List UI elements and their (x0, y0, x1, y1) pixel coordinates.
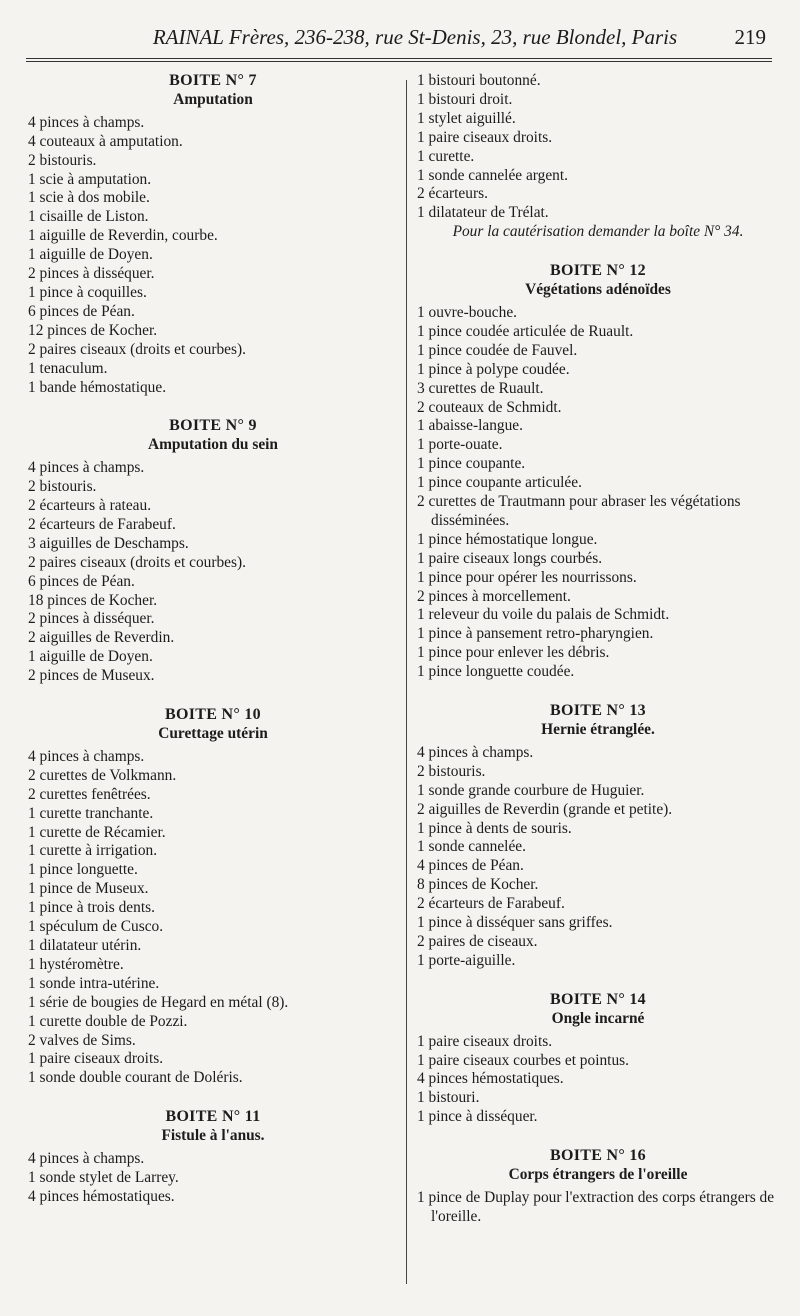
list-item: 2 valves de Sims. (28, 1031, 136, 1049)
list-item: 1 pince coupante articulée. (417, 474, 582, 492)
list-item: 8 pinces de Kocher. (417, 876, 539, 894)
list-item: 1 pince à disséquer sans griffes. (417, 914, 613, 932)
box-title: BOITE N° 7 (169, 72, 257, 89)
box-section (28, 397, 398, 686)
list-item: 4 pinces de Péan. (417, 857, 524, 875)
list-item: 1 cisaille de Liston. (28, 208, 149, 226)
list-item: 12 pinces de Kocher. (28, 321, 158, 339)
list-item: 1 bistouri droit. (417, 90, 513, 108)
box-section (417, 682, 779, 971)
right-sections (417, 242, 779, 1227)
box-section (28, 1088, 398, 1207)
box-subtitle: Amputation du sein (147, 436, 278, 454)
list-item: 1 curette de Récamier. (28, 823, 166, 841)
list-item: 1 pince à disséquer. (417, 1108, 538, 1126)
list-item: 1 scie à dos mobile. (28, 189, 150, 207)
box-subtitle: Corps étrangers de l'oreille (508, 1166, 688, 1184)
list-item: 1 sonde cannelée argent. (417, 166, 568, 184)
list-item: 1 releveur du voile du palais de Schmidt. (417, 606, 670, 624)
list-item: 1 pince coudée articulée de Ruault. (417, 322, 634, 340)
list-item: 2 pinces à morcellement. (417, 587, 571, 605)
continued-list (417, 72, 779, 223)
section-gap (28, 1088, 398, 1108)
list-item: 2 écarteurs. (417, 185, 488, 203)
box-subtitle: Hernie étranglée. (541, 721, 655, 738)
list-item: 2 curettes fenêtrées. (28, 785, 151, 803)
list-item: 1 pince longuette coudée. (417, 663, 575, 681)
left-column (28, 72, 398, 1207)
box-subtitle: Fistule à l'anus. (161, 1127, 265, 1145)
list-item: 2 paires ciseaux (droits et courbes). (28, 553, 246, 571)
list-item: 1 pince de Museux. (28, 880, 149, 898)
list-item: 1 curette tranchante. (28, 804, 154, 822)
list-item: 1 dilatateur utérin. (28, 936, 142, 954)
section-gap (417, 971, 779, 991)
page-header (24, 20, 776, 54)
list-item: 2 paires ciseaux (droits et courbes). (28, 340, 246, 358)
section-gap (417, 1127, 779, 1147)
box-subtitle: Ongle incarné (551, 1009, 645, 1027)
list-item: 1 pince de Duplay pour l'extraction des corps étrangers de l'oreille. (417, 1188, 775, 1225)
list-item: 1 pince longuette. (28, 861, 138, 879)
list-item: 2 paires de ciseaux. (417, 932, 538, 950)
list-item: 18 pinces de Kocher. (28, 591, 158, 609)
box-title: BOITE N° 16 (550, 1147, 646, 1165)
list-item: 1 bistouri. (417, 1089, 480, 1107)
list-item: 1 dilatateur de Trélat. (417, 204, 549, 222)
list-item: 6 pinces de Péan. (28, 572, 135, 590)
running-title: RAINAL Frères, 236-238, rue St-Denis, 23, rue Blondel, Paris (152, 25, 678, 49)
list-item: 1 tenaculum. (28, 359, 108, 377)
list-item: 4 pinces à champs. (28, 459, 145, 477)
section-gap (417, 242, 779, 262)
list-item: 2 curettes de Trautmann pour abraser les végétations disséminées. (417, 493, 741, 529)
list-item: 1 stylet aiguillé. (417, 109, 516, 127)
list-item: 1 sonde intra-utérine. (28, 974, 160, 992)
list-item: 1 sonde stylet de Larrey. (28, 1168, 179, 1186)
list-item: 1 pince coupante. (417, 455, 526, 473)
list-item: 2 pinces à disséquer. (28, 610, 155, 628)
list-item: 1 pince pour opérer les nourrissons. (417, 568, 637, 586)
list-item: 1 pince à polype coudée. (417, 360, 570, 378)
list-item: 1 bande hémostatique. (28, 378, 167, 396)
column-divider (406, 80, 407, 1284)
list-item: 3 aiguilles de Deschamps. (28, 534, 189, 552)
list-item: 1 pince hémostatique longue. (417, 530, 598, 548)
list-item: 1 pince à dents de souris. (417, 819, 572, 837)
list-item: 1 porte-ouate. (417, 436, 503, 454)
list-item: 1 scie à amputation. (28, 170, 152, 188)
list-item: 1 paire ciseaux droits. (28, 1050, 164, 1068)
box-subtitle: Végétations adénoïdes (525, 281, 671, 299)
list-item: 1 hystéromètre. (28, 955, 124, 973)
list-item: 1 série de bougies de Hegard en métal (8). (28, 993, 289, 1011)
list-item: 2 aiguilles de Reverdin (grande et petite). (417, 800, 673, 818)
section-gap (417, 682, 779, 702)
section-gap (28, 686, 398, 706)
box-title: BOITE N° 14 (550, 990, 646, 1008)
list-item: 1 paire ciseaux droits. (417, 1032, 553, 1050)
list-item: 2 écarteurs de Farabeuf. (28, 515, 176, 533)
list-item: 1 spéculum de Cusco. (28, 918, 164, 936)
list-item: 2 aiguilles de Reverdin. (28, 629, 175, 647)
list-item: 1 pince à trois dents. (28, 899, 155, 917)
box-subtitle: Curettage utérin (158, 725, 268, 742)
list-item: 1 paire ciseaux courbes et pointus. (417, 1051, 629, 1069)
header-rule (26, 58, 772, 62)
box-section (28, 686, 398, 1088)
cauterization-note: Pour la cautérisation demander la boîte N° 34. (452, 223, 744, 241)
list-item: 1 curette. (417, 147, 475, 165)
list-item: 1 curette double de Pozzi. (28, 1012, 188, 1030)
box-section (28, 72, 398, 397)
list-item: 2 pinces à disséquer. (28, 265, 155, 283)
list-item: 1 pince à pansement retro-pharyngien. (417, 625, 654, 643)
list-item: 1 aiguille de Doyen. (28, 648, 153, 666)
list-item: 2 couteaux de Schmidt. (417, 398, 562, 416)
box-title: BOITE N° 12 (550, 262, 646, 280)
box-title: BOITE N° 13 (550, 702, 646, 720)
list-item: 4 pinces à champs. (28, 113, 145, 131)
list-item: 6 pinces de Péan. (28, 302, 135, 320)
list-item: 1 porte-aiguille. (417, 951, 516, 969)
list-item: 1 pince pour enlever les débris. (417, 644, 610, 662)
list-item: 1 pince coudée de Fauvel. (417, 341, 578, 359)
list-item: 1 pince à coquilles. (28, 283, 147, 301)
list-item: 2 écarteurs de Farabeuf. (417, 895, 565, 913)
list-item: 1 bistouri boutonné. (417, 72, 541, 89)
list-item: 1 paire ciseaux longs courbés. (417, 549, 603, 567)
list-item: 1 sonde grande courbure de Huguier. (417, 781, 645, 799)
list-item: 1 paire ciseaux droits. (417, 128, 553, 146)
list-item: 1 ouvre-bouche. (417, 303, 518, 321)
list-item: 4 pinces à champs. (28, 747, 145, 765)
box-subtitle: Amputation (173, 90, 253, 108)
list-item: 2 bistouris. (28, 478, 97, 496)
box-title: BOITE N° 11 (165, 1108, 261, 1126)
box-title: BOITE N° 10 (165, 706, 261, 724)
box-title: BOITE N° 9 (169, 417, 257, 435)
list-item: 1 aiguille de Reverdin, courbe. (28, 227, 218, 245)
list-item: 1 curette à irrigation. (28, 842, 158, 860)
list-item: 1 aiguille de Doyen. (28, 246, 153, 264)
section-gap (28, 397, 398, 417)
list-item: 4 pinces hémostatiques. (417, 1070, 564, 1088)
list-item: 4 pinces à champs. (28, 1150, 145, 1168)
list-item: 2 bistouris. (417, 762, 486, 780)
list-item: 4 couteaux à amputation. (28, 132, 183, 150)
box-section (417, 1127, 779, 1227)
box-section (417, 242, 779, 682)
list-item: 1 abaisse-langue. (417, 417, 523, 435)
list-item: 1 sonde cannelée. (417, 838, 526, 856)
list-item: 2 bistouris. (28, 151, 97, 169)
list-item: 2 pinces de Museux. (28, 667, 155, 685)
list-item: 2 écarteurs à rateau. (28, 497, 152, 515)
list-item: 4 pinces hémostatiques. (28, 1187, 175, 1205)
box-section (417, 971, 779, 1127)
list-item: 2 curettes de Volkmann. (28, 766, 177, 784)
list-item: 1 sonde double courant de Doléris. (28, 1069, 243, 1087)
list-item: 3 curettes de Ruault. (417, 379, 544, 397)
list-item: 4 pinces à champs. (417, 743, 534, 761)
right-column (417, 72, 779, 1227)
page-number: 219 (734, 25, 766, 49)
